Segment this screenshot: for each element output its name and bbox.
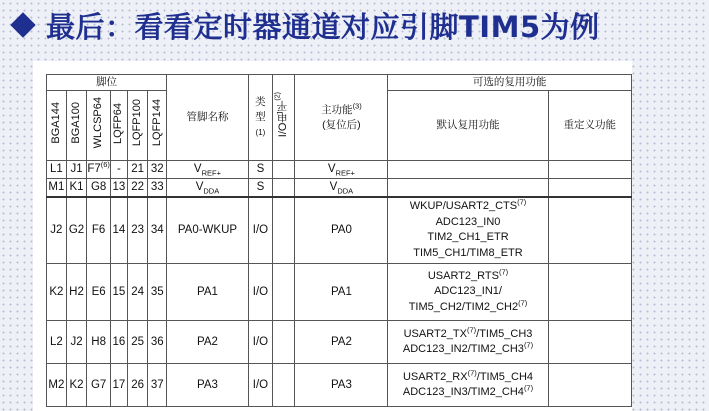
pin-definition-table <box>46 74 632 407</box>
cell-io-level <box>273 264 295 321</box>
cell-lqfp100: 25 <box>127 321 148 364</box>
cell-lqfp100: 24 <box>127 264 148 321</box>
pkg-header-bga100: BGA100 <box>66 91 87 161</box>
cell-main-function: PA1 <box>295 264 388 321</box>
cell-lqfp64: 15 <box>110 264 127 321</box>
table-row <box>47 321 632 364</box>
cell-lqfp64: - <box>110 161 127 179</box>
cell-io-level <box>273 364 295 407</box>
cell-default-af <box>388 179 548 197</box>
table-row <box>47 197 632 264</box>
cell-wlcsp64: H8 <box>87 321 111 364</box>
cell-wlcsp64: E6 <box>87 264 111 321</box>
cell-type: S <box>248 161 272 179</box>
title-before: 最后：看看定时器通道对应引脚 <box>46 9 460 44</box>
cell-wlcsp64: G7 <box>87 364 111 407</box>
cell-lqfp64: 16 <box>110 321 127 364</box>
cell-io-level <box>273 197 295 264</box>
table-row <box>47 161 632 179</box>
cell-main-function: $V_{REF+}$ <box>295 161 388 179</box>
cell-lqfp144: 32 <box>148 161 167 179</box>
cell-io-level <box>273 161 295 179</box>
cell-bga144: L1 <box>47 161 67 179</box>
title-after: 为例 <box>540 9 600 44</box>
table-row <box>47 364 632 407</box>
cell-bga100: K2 <box>66 364 87 407</box>
cell-default-af: WKUP/USART2_CTS$^{(7)}$ ADC123_IN0 TIM2_CH1_ETR TIM5_CH1/TIM8_ETR <box>388 197 548 264</box>
pkg-header-lqfp100: LQFP100 <box>127 91 148 161</box>
cell-default-af <box>388 161 548 179</box>
cell-type: I/O <box>248 197 272 264</box>
cell-type: S <box>248 179 272 197</box>
cell-pin-name: PA1 <box>167 264 249 321</box>
pkg-header-wlcsp64: WLCSP64 <box>87 91 111 161</box>
cell-lqfp64: 14 <box>110 197 127 264</box>
cell-wlcsp64: F6 <box>87 197 111 264</box>
io-level-header: I/O电平$^{(2)}$ <box>273 75 295 161</box>
cell-wlcsp64: G8 <box>87 179 111 197</box>
cell-bga144: J2 <box>47 197 67 264</box>
pkg-header-lqfp64: LQFP64 <box>110 91 127 161</box>
cell-remap <box>548 264 631 321</box>
cell-bga144: M2 <box>47 364 67 407</box>
cell-main-function: PA3 <box>295 364 388 407</box>
cell-remap <box>548 161 631 179</box>
cell-bga100: J1 <box>66 161 87 179</box>
cell-lqfp64: 17 <box>110 364 127 407</box>
title-bold: TIM5 <box>459 9 541 44</box>
cell-bga100: H2 <box>66 264 87 321</box>
cell-default-af: USART2_RX$^{(7)}$/TIM5_CH4 ADC123_IN3/TIM2_CH4$^{(7)}$ <box>388 364 548 407</box>
cell-bga100: K1 <box>66 179 87 197</box>
cell-lqfp144: 35 <box>148 264 167 321</box>
cell-pin-name: PA0-WKUP <box>167 197 249 264</box>
pin-name-header: 管脚名称 <box>167 75 249 161</box>
type-header: 类 型 (1) <box>248 75 272 161</box>
cell-bga144: L2 <box>47 321 67 364</box>
default-af-header: 默认复用功能 <box>388 91 548 161</box>
cell-main-function: PA2 <box>295 321 388 364</box>
cell-pin-name: PA2 <box>167 321 249 364</box>
cell-type: I/O <box>248 264 272 321</box>
cell-lqfp100: 22 <box>127 179 148 197</box>
cell-bga100: G2 <box>66 197 87 264</box>
pkg-header-lqfp144: LQFP144 <box>148 91 167 161</box>
cell-main-function: PA0 <box>295 197 388 264</box>
slide-title-text <box>46 5 600 46</box>
cell-lqfp100: 21 <box>127 161 148 179</box>
optional-af-header: 可选的复用功能 <box>388 75 632 91</box>
cell-lqfp64: 13 <box>110 179 127 197</box>
cell-lqfp144: 36 <box>148 321 167 364</box>
cell-lqfp144: 34 <box>148 197 167 264</box>
cell-remap <box>548 179 631 197</box>
cell-bga100: J2 <box>66 321 87 364</box>
cell-type: I/O <box>248 364 272 407</box>
pkg-header-bga144: BGA144 <box>47 91 67 161</box>
cell-pin-name: $V_{DDA}$ <box>167 179 249 197</box>
cell-default-af: USART2_RTS$^{(7)}$ ADC123_IN1/ TIM5_CH2/TIM2_CH2$^{(7)}$ <box>388 264 548 321</box>
cell-remap <box>548 364 631 407</box>
cell-lqfp144: 37 <box>148 364 167 407</box>
cell-default-af: USART2_TX$^{(7)}$/TIM5_CH3 ADC123_IN2/TIM2_CH3$^{(7)}$ <box>388 321 548 364</box>
pins-header: 脚位 <box>47 75 167 91</box>
cell-bga144: M1 <box>47 179 67 197</box>
cell-main-function: $V_{DDA}$ <box>295 179 388 197</box>
cell-pin-name: $V_{REF+}$ <box>167 161 249 179</box>
cell-remap <box>548 197 631 264</box>
cell-io-level <box>273 179 295 197</box>
remap-header: 重定义功能 <box>548 91 631 161</box>
cell-lqfp144: 33 <box>148 179 167 197</box>
cell-type: I/O <box>248 321 272 364</box>
cell-lqfp100: 26 <box>127 364 148 407</box>
table-row <box>47 179 632 197</box>
cell-pin-name: PA3 <box>167 364 249 407</box>
main-function-header: 主功能$^{(3)}$ (复位后) <box>295 75 388 161</box>
cell-io-level <box>273 321 295 364</box>
cell-remap <box>548 321 631 364</box>
table-row <box>47 264 632 321</box>
datasheet-excerpt <box>33 61 632 411</box>
diamond-bullet-icon <box>10 12 35 37</box>
slide-title <box>4 2 600 48</box>
cell-bga144: K2 <box>47 264 67 321</box>
cell-lqfp100: 23 <box>127 197 148 264</box>
cell-wlcsp64: F7$^{(6)}$ <box>87 161 111 179</box>
